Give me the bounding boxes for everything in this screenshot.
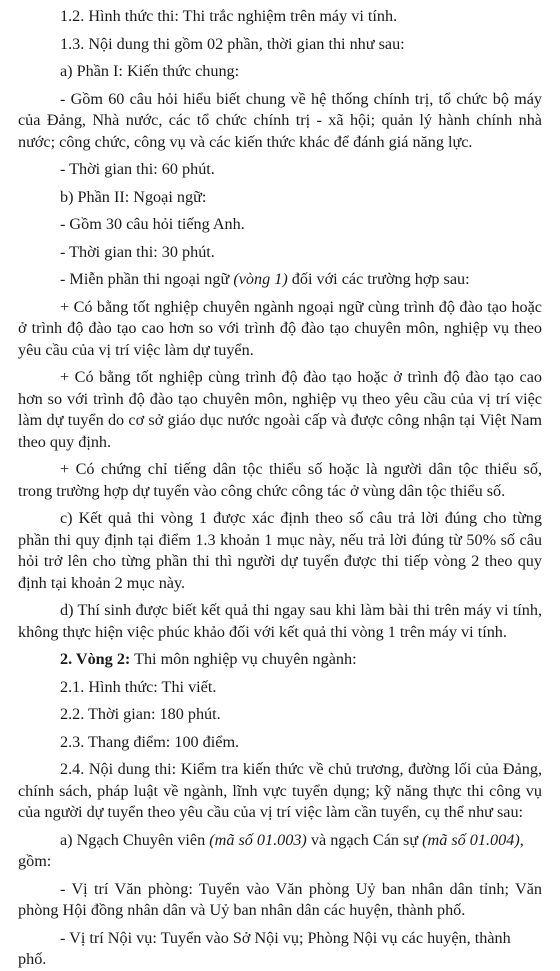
text-run: - Vị trí Văn phòng: Tuyển vào Văn phòng Uỷ ban nhân dân tỉnh; Văn phòng Hội đồng nhân dân và Uỷ ban nhân dân các huyện, thành phố.: [18, 879, 542, 919]
bold-text: 2. Vòng 2:: [60, 650, 131, 668]
paragraph: [18, 187, 542, 209]
text-run: 2.3. Thang điểm: 100 điểm.: [60, 732, 240, 751]
paragraph: [18, 677, 542, 699]
text-run: + Có bằng tốt nghiệp cùng trình độ đào tạo hoặc ở trình độ đào tạo cao hơn so với trình độ đào tạo chuyên môn, nghiệp vụ theo yêu cầu của vị trí việc làm dự tuyển do cơ sở giáo dục nước ngoài cấp và được công nhận tại Việt Nam theo quy định.: [18, 368, 542, 451]
text-run: đối với các trường hợp sau:: [287, 270, 470, 288]
text-run: + Có bằng tốt nghiệp chuyên ngành ngoại ngữ cùng trình độ đào tạo hoặc ở trình độ đào tạo cao hơn so với trình độ đào tạo chuyên môn, nghiệp vụ theo yêu cầu của vị trí việc làm dự tuyển.: [18, 297, 542, 359]
text-run: - Miễn phần thi ngoại ngữ: [60, 270, 234, 288]
paragraph: [18, 459, 542, 502]
paragraph: [18, 34, 542, 56]
italic-text: (vòng 1): [233, 270, 288, 288]
paragraph: [18, 242, 542, 264]
paragraph: [18, 367, 542, 453]
paragraph: [18, 297, 542, 362]
text-run: a) Ngạch Chuyên viên: [60, 830, 210, 849]
section-heading-paragraph: [18, 649, 542, 671]
text-run: - Thời gian thi: 30 phút.: [60, 242, 215, 261]
text-run: b) Phần II: Ngoại ngữ:: [60, 187, 207, 206]
paragraph: [18, 269, 542, 291]
paragraph: [18, 928, 542, 971]
text-run: - Vị trí Nội vụ: Tuyển vào Sở Nội vụ; Phòng Nội vụ các huyện, thành phố.: [18, 928, 511, 968]
text-run: , gồm:: [18, 830, 524, 870]
paragraph: [18, 732, 542, 754]
text-run: 1.2. Hình thức thi: Thi trắc nghiệm trên máy vi tính.: [60, 7, 398, 25]
italic-text: (mã số 01.003): [209, 830, 307, 849]
text-run: 2.1. Hình thức: Thi viết.: [60, 677, 217, 696]
paragraph: [18, 759, 542, 824]
text-run: - Gồm 60 câu hỏi hiểu biết chung về hệ thống chính trị, tổ chức bộ máy của Đảng, Nhà nước, các tổ chức chính trị - xã hội; quản lý hành chính nhà nước; công chức, công vụ và các kiến thức khác để đánh giá năng lực.: [18, 89, 542, 151]
text-run: Thi môn nghiệp vụ chuyên ngành:: [130, 650, 357, 668]
text-run: d) Thí sinh được biết kết quả thi ngay sau khi làm bài thi trên máy vi tính, không thực hiện việc phúc khảo đối với kết quả thi vòng 1 trên máy vi tính.: [18, 601, 542, 641]
paragraph: [18, 600, 542, 643]
italic-text: (mã số 01.004): [422, 830, 520, 849]
text-run: - Gồm 30 câu hỏi tiếng Anh.: [60, 215, 245, 233]
text-run: c) Kết quả thi vòng 1 được xác định theo số câu trả lời đúng cho từng phần thi quy định tại điểm 1.3 khoản 1 mục này, nếu trả lời đúng từ 50% số câu hỏi trở lên cho từng phần thi thì người dự tuyển được thi tiếp vòng 2 theo quy định tại khoản 2 mục này.: [18, 509, 542, 592]
text-run: + Có chứng chỉ tiếng dân tộc thiểu số hoặc là người dân tộc thiểu số, trong trường hợp dự tuyển vào công chức công tác ở vùng dân tộc thiểu số.: [18, 460, 542, 500]
paragraph: [18, 159, 542, 181]
paragraph: [18, 879, 542, 922]
paragraph: [18, 508, 542, 594]
paragraph: [18, 704, 542, 726]
text-run: a) Phần I: Kiến thức chung:: [60, 62, 240, 80]
text-run: 2.2. Thời gian: 180 phút.: [60, 705, 221, 723]
text-run: 2.4. Nội dung thi: Kiểm tra kiến thức về chủ trương, đường lối của Đảng, chính sách, pháp luật về ngành, lĩnh vực tuyển dụng; kỹ năng thực thi công vụ của người dự tuyển theo yêu cầu của vị trí việc làm cần tuyển, cụ thể như sau:: [18, 760, 542, 821]
paragraph: [18, 89, 542, 154]
text-run: - Thời gian thi: 60 phút.: [60, 160, 215, 178]
text-run: và ngạch Cán sự: [306, 830, 423, 849]
paragraph: [18, 61, 542, 83]
paragraph: [18, 6, 542, 28]
text-run: 1.3. Nội dung thi gồm 02 phần, thời gian thi như sau:: [60, 34, 405, 53]
paragraph: [18, 214, 542, 236]
